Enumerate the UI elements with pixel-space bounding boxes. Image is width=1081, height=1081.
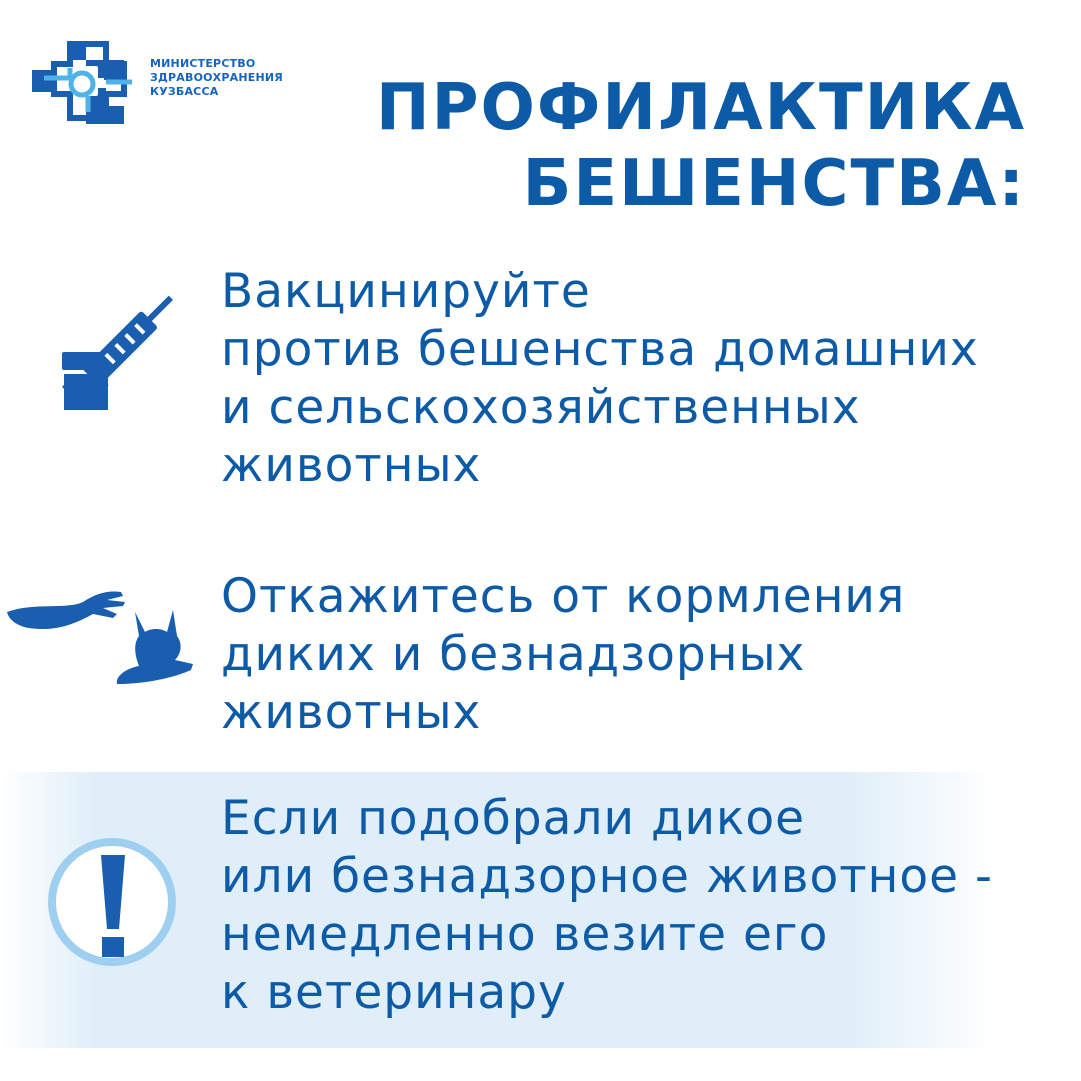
advice-line: Если подобрали дикое (221, 791, 806, 846)
exclamation-circle-icon (45, 835, 180, 970)
advice-line: Вакцинируйте (221, 264, 591, 319)
logo-line: КУЗБАССА (150, 85, 219, 98)
ministry-cross-logo (30, 40, 145, 125)
syringe-vaccine-icon (40, 290, 190, 435)
advice-line: или безнадзорное животное - (221, 849, 993, 904)
page-title (376, 70, 1026, 222)
advice-line: животных (221, 685, 482, 740)
advice-line: диких и безнадзорных (221, 627, 806, 682)
advice-line: немедленно везите его (221, 907, 829, 962)
logo-line: МИНИСТЕРСТВО (150, 57, 256, 70)
vet-advice (221, 790, 993, 1022)
advice-line: Откажитесь от кормления (221, 569, 906, 624)
no-feeding-advice (221, 568, 905, 742)
title-line: БЕШЕНСТВА: (522, 147, 1026, 221)
advice-line: и сельскохозяйственных (221, 380, 861, 435)
title-line: ПРОФИЛАКТИКА (376, 71, 1026, 145)
logo-line: ЗДРАВООХРАНЕНИЯ (150, 71, 283, 84)
vaccinate-advice (221, 263, 979, 495)
hand-feeding-fox-icon (5, 580, 205, 690)
advice-line: к ветеринару (221, 965, 567, 1020)
advice-line: против бешенства домашних (221, 322, 979, 377)
advice-line: животных (221, 438, 482, 493)
ministry-name (150, 57, 283, 99)
